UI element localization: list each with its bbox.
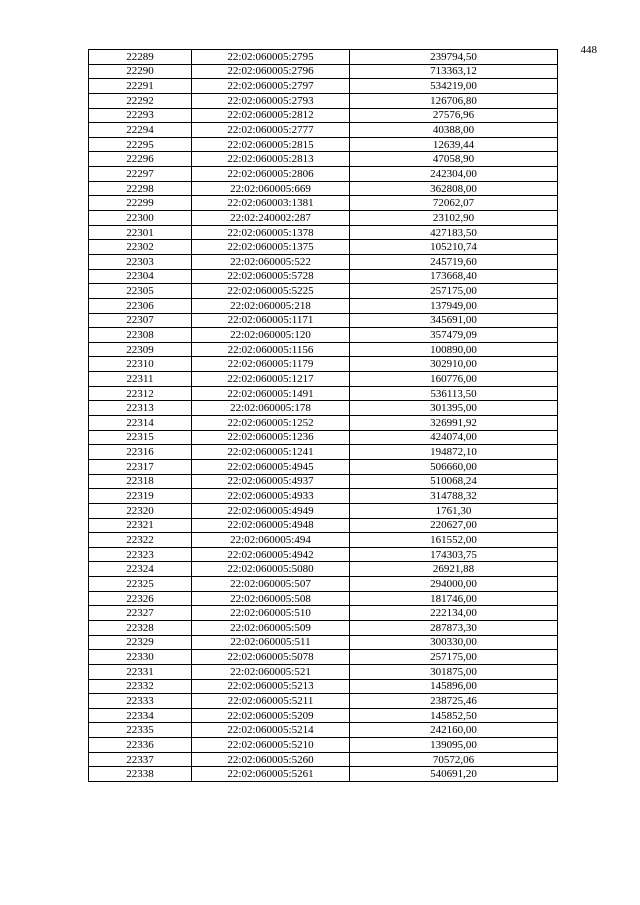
cadastral-value-cell: 424074,00 [350, 430, 558, 445]
row-number-cell: 22299 [89, 196, 192, 211]
cadastral-value-cell: 540691,20 [350, 767, 558, 782]
row-number-cell: 22289 [89, 50, 192, 65]
row-number-cell: 22323 [89, 547, 192, 562]
table-row [89, 181, 558, 196]
table-row [89, 723, 558, 738]
row-number-cell: 22335 [89, 723, 192, 738]
cadastral-number-cell: 22:02:060005:4948 [192, 518, 350, 533]
cadastral-value-cell: 72062,07 [350, 196, 558, 211]
cadastral-value-cell: 70572,06 [350, 752, 558, 767]
cadastral-value-cell: 257175,00 [350, 650, 558, 665]
table-row [89, 708, 558, 723]
cadastral-number-cell: 22:02:060005:4942 [192, 547, 350, 562]
row-number-cell: 22297 [89, 167, 192, 182]
table-row [89, 650, 558, 665]
table-row [89, 342, 558, 357]
cadastral-number-cell: 22:02:060005:1179 [192, 357, 350, 372]
cadastral-number-cell: 22:02:060005:2796 [192, 64, 350, 79]
table-row [89, 664, 558, 679]
table-row [89, 752, 558, 767]
row-number-cell: 22333 [89, 694, 192, 709]
cadastral-value-cell: 326991,92 [350, 416, 558, 431]
cadastral-value-cell: 222134,00 [350, 606, 558, 621]
table-row [89, 562, 558, 577]
row-number-cell: 22296 [89, 152, 192, 167]
cadastral-number-cell: 22:02:060005:510 [192, 606, 350, 621]
cadastral-value-cell: 238725,46 [350, 694, 558, 709]
row-number-cell: 22312 [89, 386, 192, 401]
cadastral-number-cell: 22:02:060005:2812 [192, 108, 350, 123]
table-row [89, 767, 558, 782]
cadastral-number-cell: 22:02:060005:4937 [192, 474, 350, 489]
table-row [89, 445, 558, 460]
cadastral-value-cell: 173668,40 [350, 269, 558, 284]
cadastral-number-cell: 22:02:060003:1381 [192, 196, 350, 211]
cadastral-value-cell: 137949,00 [350, 298, 558, 313]
row-number-cell: 22290 [89, 64, 192, 79]
row-number-cell: 22292 [89, 93, 192, 108]
cadastral-number-cell: 22:02:060005:218 [192, 298, 350, 313]
cadastral-number-cell: 22:02:060005:2813 [192, 152, 350, 167]
cadastral-value-cell: 1761,30 [350, 503, 558, 518]
row-number-cell: 22336 [89, 738, 192, 753]
cadastral-number-cell: 22:02:060005:5214 [192, 723, 350, 738]
cadastral-number-cell: 22:02:060005:2815 [192, 137, 350, 152]
cadastral-value-cell: 181746,00 [350, 591, 558, 606]
cadastral-value-cell: 242304,00 [350, 167, 558, 182]
row-number-cell: 22325 [89, 577, 192, 592]
cadastral-number-cell: 22:02:060005:511 [192, 635, 350, 650]
table-row [89, 196, 558, 211]
table-row [89, 401, 558, 416]
cadastral-value-cell: 23102,90 [350, 211, 558, 226]
row-number-cell: 22319 [89, 489, 192, 504]
cadastral-value-cell: 160776,00 [350, 372, 558, 387]
cadastral-value-cell: 126706,80 [350, 93, 558, 108]
table-row [89, 606, 558, 621]
cadastral-value-cell: 300330,00 [350, 635, 558, 650]
row-number-cell: 22295 [89, 137, 192, 152]
cadastral-value-cell: 100890,00 [350, 342, 558, 357]
row-number-cell: 22298 [89, 181, 192, 196]
cadastral-number-cell: 22:02:060005:2806 [192, 167, 350, 182]
cadastral-number-cell: 22:02:240002:287 [192, 211, 350, 226]
cadastral-value-cell: 245719,60 [350, 254, 558, 269]
cadastral-number-cell: 22:02:060005:5260 [192, 752, 350, 767]
row-number-cell: 22331 [89, 664, 192, 679]
row-number-cell: 22315 [89, 430, 192, 445]
row-number-cell: 22300 [89, 211, 192, 226]
row-number-cell: 22311 [89, 372, 192, 387]
row-number-cell: 22304 [89, 269, 192, 284]
row-number-cell: 22294 [89, 123, 192, 138]
cadastral-number-cell: 22:02:060005:5078 [192, 650, 350, 665]
cadastral-number-cell: 22:02:060005:120 [192, 328, 350, 343]
table-row [89, 474, 558, 489]
row-number-cell: 22324 [89, 562, 192, 577]
row-number-cell: 22322 [89, 533, 192, 548]
cadastral-value-cell: 301395,00 [350, 401, 558, 416]
cadastral-value-cell: 174303,75 [350, 547, 558, 562]
cadastral-number-cell: 22:02:060005:5728 [192, 269, 350, 284]
table-row [89, 137, 558, 152]
table-row [89, 50, 558, 65]
row-number-cell: 22313 [89, 401, 192, 416]
cadastral-number-cell: 22:02:060005:1156 [192, 342, 350, 357]
cadastral-number-cell: 22:02:060005:522 [192, 254, 350, 269]
cadastral-value-cell: 427183,50 [350, 225, 558, 240]
row-number-cell: 22293 [89, 108, 192, 123]
row-number-cell: 22301 [89, 225, 192, 240]
row-number-cell: 22306 [89, 298, 192, 313]
row-number-cell: 22314 [89, 416, 192, 431]
page-number: 448 [580, 44, 597, 56]
table-row [89, 635, 558, 650]
row-number-cell: 22330 [89, 650, 192, 665]
cadastral-number-cell: 22:02:060005:5211 [192, 694, 350, 709]
table-row [89, 328, 558, 343]
table-row [89, 533, 558, 548]
cadastral-value-cell: 506660,00 [350, 459, 558, 474]
cadastral-value-cell: 139095,00 [350, 738, 558, 753]
row-number-cell: 22338 [89, 767, 192, 782]
cadastral-value-table [88, 49, 558, 782]
cadastral-value-cell: 534219,00 [350, 79, 558, 94]
row-number-cell: 22334 [89, 708, 192, 723]
row-number-cell: 22302 [89, 240, 192, 255]
cadastral-value-cell: 145896,00 [350, 679, 558, 694]
cadastral-number-cell: 22:02:060005:1217 [192, 372, 350, 387]
cadastral-value-cell: 145852,50 [350, 708, 558, 723]
cadastral-number-cell: 22:02:060005:5225 [192, 284, 350, 299]
table-row [89, 313, 558, 328]
table-row [89, 225, 558, 240]
table-row [89, 108, 558, 123]
cadastral-value-cell: 242160,00 [350, 723, 558, 738]
row-number-cell: 22317 [89, 459, 192, 474]
cadastral-value-cell: 12639,44 [350, 137, 558, 152]
row-number-cell: 22326 [89, 591, 192, 606]
cadastral-number-cell: 22:02:060005:1375 [192, 240, 350, 255]
table-row [89, 738, 558, 753]
cadastral-value-cell: 194872,10 [350, 445, 558, 460]
table-row [89, 518, 558, 533]
cadastral-number-cell: 22:02:060005:1236 [192, 430, 350, 445]
row-number-cell: 22337 [89, 752, 192, 767]
table-row [89, 416, 558, 431]
cadastral-value-cell: 220627,00 [350, 518, 558, 533]
cadastral-value-cell: 302910,00 [350, 357, 558, 372]
table-row [89, 123, 558, 138]
cadastral-number-cell: 22:02:060005:1378 [192, 225, 350, 240]
table-row [89, 459, 558, 474]
cadastral-number-cell: 22:02:060005:5213 [192, 679, 350, 694]
table-row [89, 284, 558, 299]
cadastral-value-cell: 26921,88 [350, 562, 558, 577]
cadastral-value-cell: 161552,00 [350, 533, 558, 548]
cadastral-number-cell: 22:02:060005:509 [192, 620, 350, 635]
row-number-cell: 22291 [89, 79, 192, 94]
table-row [89, 240, 558, 255]
cadastral-number-cell: 22:02:060005:5080 [192, 562, 350, 577]
cadastral-number-cell: 22:02:060005:2777 [192, 123, 350, 138]
table-row [89, 620, 558, 635]
row-number-cell: 22320 [89, 503, 192, 518]
table-row [89, 269, 558, 284]
table-row [89, 211, 558, 226]
table-body [89, 50, 558, 782]
table-row [89, 254, 558, 269]
cadastral-value-cell: 536113,50 [350, 386, 558, 401]
cadastral-value-cell: 287873,30 [350, 620, 558, 635]
cadastral-number-cell: 22:02:060005:669 [192, 181, 350, 196]
table-row [89, 79, 558, 94]
cadastral-value-cell: 510068,24 [350, 474, 558, 489]
cadastral-value-cell: 239794,50 [350, 50, 558, 65]
cadastral-number-cell: 22:02:060005:494 [192, 533, 350, 548]
table-row [89, 679, 558, 694]
row-number-cell: 22309 [89, 342, 192, 357]
cadastral-number-cell: 22:02:060005:1252 [192, 416, 350, 431]
cadastral-number-cell: 22:02:060005:521 [192, 664, 350, 679]
table-row [89, 694, 558, 709]
cadastral-value-cell: 345691,00 [350, 313, 558, 328]
table-row [89, 93, 558, 108]
cadastral-value-cell: 27576,96 [350, 108, 558, 123]
cadastral-value-cell: 357479,09 [350, 328, 558, 343]
row-number-cell: 22321 [89, 518, 192, 533]
row-number-cell: 22305 [89, 284, 192, 299]
cadastral-number-cell: 22:02:060005:5210 [192, 738, 350, 753]
table-row [89, 489, 558, 504]
cadastral-number-cell: 22:02:060005:4933 [192, 489, 350, 504]
cadastral-number-cell: 22:02:060005:1241 [192, 445, 350, 460]
row-number-cell: 22303 [89, 254, 192, 269]
cadastral-number-cell: 22:02:060005:4945 [192, 459, 350, 474]
cadastral-value-cell: 314788,32 [350, 489, 558, 504]
row-number-cell: 22310 [89, 357, 192, 372]
cadastral-number-cell: 22:02:060005:1491 [192, 386, 350, 401]
cadastral-value-cell: 301875,00 [350, 664, 558, 679]
table-row [89, 577, 558, 592]
cadastral-number-cell: 22:02:060005:4949 [192, 503, 350, 518]
table-row [89, 372, 558, 387]
row-number-cell: 22329 [89, 635, 192, 650]
table-row [89, 547, 558, 562]
table-row [89, 503, 558, 518]
cadastral-number-cell: 22:02:060005:508 [192, 591, 350, 606]
row-number-cell: 22316 [89, 445, 192, 460]
row-number-cell: 22332 [89, 679, 192, 694]
cadastral-value-cell: 40388,00 [350, 123, 558, 138]
cadastral-value-cell: 257175,00 [350, 284, 558, 299]
row-number-cell: 22328 [89, 620, 192, 635]
cadastral-value-cell: 47058,90 [350, 152, 558, 167]
cadastral-number-cell: 22:02:060005:5261 [192, 767, 350, 782]
table-row [89, 386, 558, 401]
cadastral-number-cell: 22:02:060005:507 [192, 577, 350, 592]
table-row [89, 152, 558, 167]
cadastral-number-cell: 22:02:060005:1171 [192, 313, 350, 328]
table-row [89, 357, 558, 372]
table-row [89, 430, 558, 445]
table-row [89, 167, 558, 182]
cadastral-number-cell: 22:02:060005:178 [192, 401, 350, 416]
cadastral-number-cell: 22:02:060005:2793 [192, 93, 350, 108]
row-number-cell: 22318 [89, 474, 192, 489]
table-row [89, 64, 558, 79]
table-row [89, 591, 558, 606]
cadastral-value-cell: 713363,12 [350, 64, 558, 79]
table-row [89, 298, 558, 313]
cadastral-number-cell: 22:02:060005:2795 [192, 50, 350, 65]
row-number-cell: 22308 [89, 328, 192, 343]
row-number-cell: 22307 [89, 313, 192, 328]
cadastral-value-cell: 105210,74 [350, 240, 558, 255]
row-number-cell: 22327 [89, 606, 192, 621]
cadastral-value-cell: 362808,00 [350, 181, 558, 196]
cadastral-number-cell: 22:02:060005:2797 [192, 79, 350, 94]
cadastral-number-cell: 22:02:060005:5209 [192, 708, 350, 723]
cadastral-value-cell: 294000,00 [350, 577, 558, 592]
